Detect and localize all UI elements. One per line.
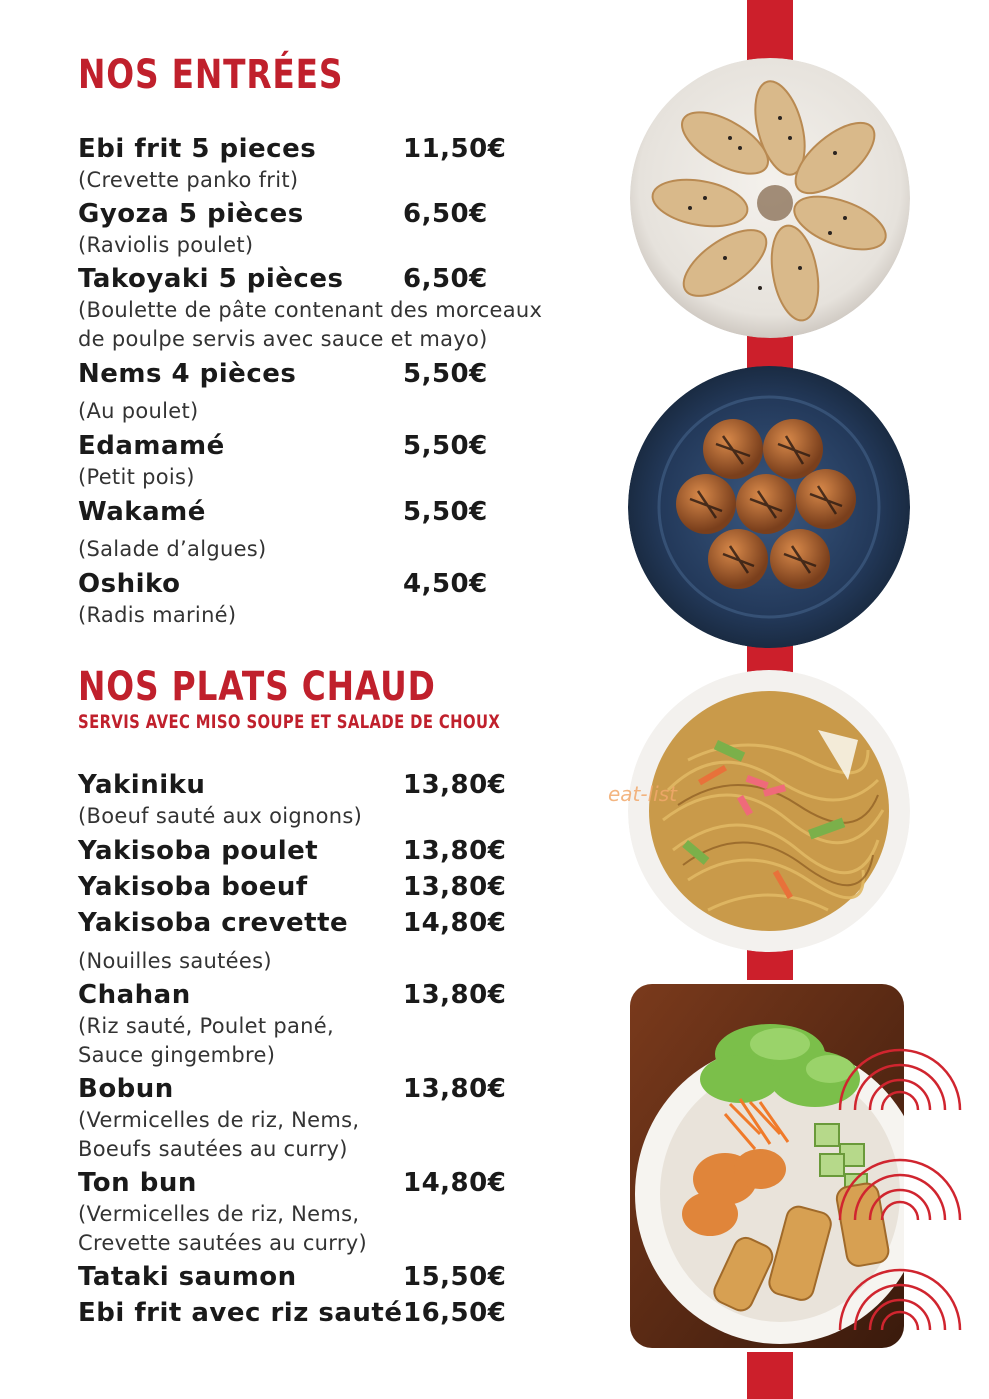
entree-desc: de poulpe servis avec sauce et mayo) bbox=[78, 327, 488, 351]
entree-desc: (Au poulet) bbox=[78, 399, 199, 423]
entree-price: 6,50€ bbox=[403, 199, 488, 229]
plat-name: Bobun bbox=[78, 1074, 174, 1104]
takoyaki-photo bbox=[628, 366, 910, 648]
entree-name: Edamamé bbox=[78, 431, 225, 461]
entree-price: 6,50€ bbox=[403, 264, 488, 294]
entree-name: Oshiko bbox=[78, 569, 181, 599]
plat-price: 13,80€ bbox=[403, 980, 507, 1010]
plat-desc: (Vermicelles de riz, Nems, bbox=[78, 1108, 360, 1132]
entree-price: 5,50€ bbox=[403, 431, 488, 461]
plat-price: 15,50€ bbox=[403, 1262, 507, 1292]
entree-price: 5,50€ bbox=[403, 497, 488, 527]
entrees-title: NOS ENTRÉES bbox=[78, 52, 344, 98]
plat-desc: Crevette sautées au curry) bbox=[78, 1231, 368, 1255]
watermark: eat-list bbox=[608, 782, 677, 806]
entree-price: 4,50€ bbox=[403, 569, 488, 599]
entree-name: Nems 4 pièces bbox=[78, 359, 297, 389]
entree-name: Takoyaki 5 pièces bbox=[78, 264, 344, 294]
plats-title: NOS PLATS CHAUD bbox=[78, 664, 436, 710]
plat-desc: (Boeuf sauté aux oignons) bbox=[78, 804, 363, 828]
plat-name: Ebi frit avec riz sauté bbox=[78, 1298, 403, 1328]
plat-price: 13,80€ bbox=[403, 770, 507, 800]
wave-decoration bbox=[820, 1010, 970, 1390]
entree-desc: (Raviolis poulet) bbox=[78, 233, 254, 257]
gyoza-photo bbox=[630, 58, 910, 338]
entree-desc: (Radis mariné) bbox=[78, 603, 237, 627]
entree-desc: (Salade d’algues) bbox=[78, 537, 267, 561]
plat-desc: Sauce gingembre) bbox=[78, 1043, 276, 1067]
entree-name: Ebi frit 5 pieces bbox=[78, 134, 317, 164]
entree-price: 5,50€ bbox=[403, 359, 488, 389]
entree-desc: (Crevette panko frit) bbox=[78, 168, 299, 192]
plat-desc: Boeufs sautées au curry) bbox=[78, 1137, 348, 1161]
plat-desc: (Vermicelles de riz, Nems, bbox=[78, 1202, 360, 1226]
plat-name: Yakisoba crevette bbox=[78, 908, 349, 938]
plat-price: 16,50€ bbox=[403, 1298, 507, 1328]
entree-name: Wakamé bbox=[78, 497, 206, 527]
plat-name: Ton bun bbox=[78, 1168, 197, 1198]
entree-price: 11,50€ bbox=[403, 134, 507, 164]
plat-desc: (Riz sauté, Poulet pané, bbox=[78, 1014, 334, 1038]
plat-name: Yakisoba poulet bbox=[78, 836, 319, 866]
plat-name: Chahan bbox=[78, 980, 191, 1010]
plat-price: 13,80€ bbox=[403, 1074, 507, 1104]
plat-name: Tataki saumon bbox=[78, 1262, 297, 1292]
entree-desc: (Boulette de pâte contenant des morceaux bbox=[78, 298, 543, 322]
plats-subtitle: SERVIS AVEC MISO SOUPE ET SALADE DE CHOUX bbox=[78, 711, 501, 733]
plat-price: 13,80€ bbox=[403, 872, 507, 902]
yakisoba-photo bbox=[628, 670, 910, 952]
plat-desc: (Nouilles sautées) bbox=[78, 949, 272, 973]
plat-price: 14,80€ bbox=[403, 1168, 507, 1198]
entree-desc: (Petit pois) bbox=[78, 465, 195, 489]
plat-name: Yakisoba boeuf bbox=[78, 872, 308, 902]
plat-price: 14,80€ bbox=[403, 908, 507, 938]
plat-price: 13,80€ bbox=[403, 836, 507, 866]
entree-name: Gyoza 5 pièces bbox=[78, 199, 304, 229]
plat-name: Yakiniku bbox=[78, 770, 206, 800]
